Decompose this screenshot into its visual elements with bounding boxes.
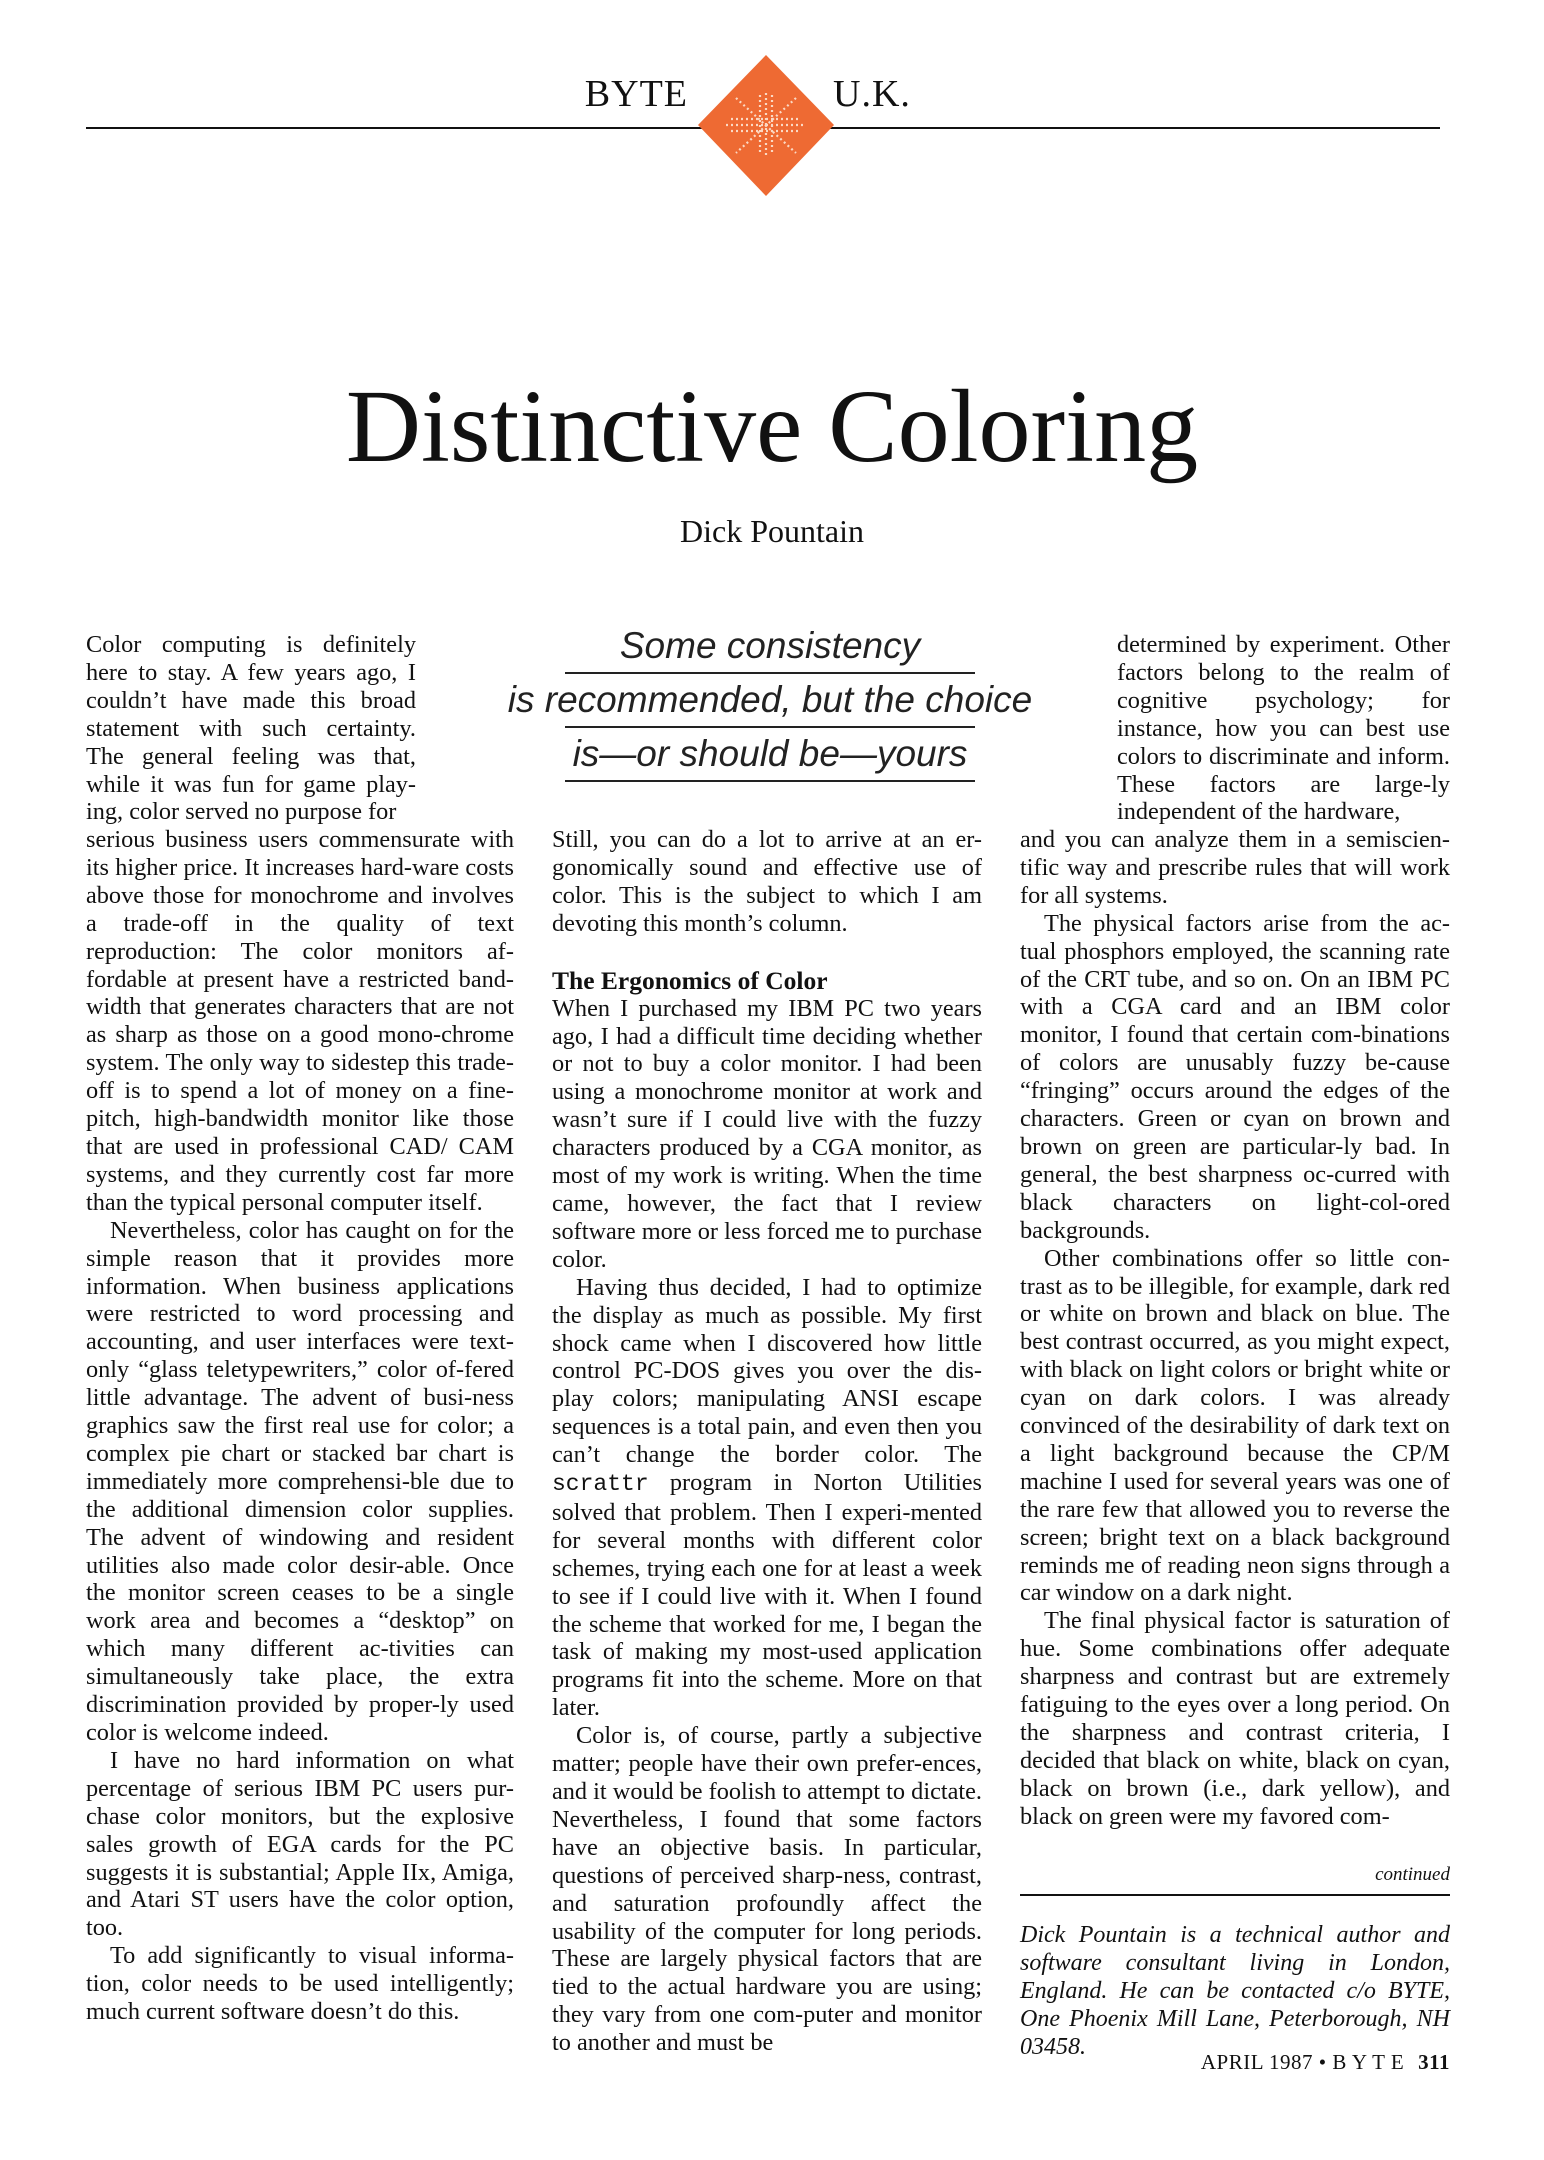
paragraph: Nevertheless, color has caught on for the simple reason that it provides more information. When business applications were restricted to word processing and accounting, and user interfaces were text-only “glass teletypewriters,” color of-fered little advantage. The advent of busi-ness graphics saw the first real use for color; a complex pie chart or stacked bar chart is immediately more comprehensi-ble due to the additional dimension color supplies. The advent of windowing and resident utilities also made color desir-able. Once the monitor screen ceases to be a single work area and becomes a “desktop” on which many different ac-tivities can simultaneously take place, the extra discrimination provided by proper-ly used color is welcome indeed. xyxy=(86,1216,514,1746)
paragraph: When I purchased my IBM PC two years ago, I had a difficult time deciding whether or not to buy a color monitor. I had been using a monochrome monitor at work and wasn’t sure if I could live with the fuzzy characters produced by a CGA monitor, as most of my work is writing. When the time came, however, the fact that I review software more or less forced me to purchase color. xyxy=(552,994,982,1273)
article-title: Distinctive Coloring xyxy=(345,369,1199,484)
column-3-top xyxy=(1117,631,1450,826)
paragraph: Other combinations offer so little con-trast as to be illegible, for example, dark red or white on brown and black on blue. The best contrast occurred, as you might expect, with black on light colors or bright white or cyan on dark colors. I was already convinced of the desirability of dark text on a light background because the CP/M machine I used for several years was one of the rare few that allowed you to reverse the screen; bright text on a black background reminds me of reading neon signs through a car window on a dark night. xyxy=(1020,1244,1450,1607)
column-1 xyxy=(86,826,514,2026)
pull-quote-line: is—or should be—yours xyxy=(572,733,968,774)
column-3 xyxy=(1020,826,1450,1831)
author-bio: Dick Pountain is a technical author and software consultant living in London, England. He can be contacted c/o BYTE, One Phoenix Mill Lane, Peterborough, NH 03458. xyxy=(1020,1922,1450,2060)
paragraph xyxy=(552,1274,982,1723)
paragraph: Color is, of course, partly a subjective matter; people have their own prefer-ences, and it would be foolish to attempt to dictate. Nevertheless, I found that some factors have an objective basis. In particular, questions of perceived sharp-ness, contrast, and saturation profoundly affect the usability of the computer for long periods. These are largely physical factors that are tied to the actual hardware you are using; they vary from one com-puter and monitor to another and must be xyxy=(552,1722,982,2057)
header-right-label: U.K. xyxy=(833,73,911,115)
section-heading: The Ergonomics of Color xyxy=(552,965,828,995)
union-jack-diamond-icon xyxy=(696,53,836,198)
pull-quote-rule xyxy=(565,780,975,782)
text-run: program in Norton Utilities solved that problem. Then I experi-mented for several months with different color schemes, trying each one for at least a week to see if I could live with it. When I found the scheme that worked for me, I began the task of making my most-used application programs fit into the scheme. More on that later. xyxy=(552,1469,982,1722)
issue-label: APRIL 1987 • B Y T E xyxy=(1200,2050,1405,2074)
paragraph: The physical factors arise from the ac-tual phosphors employed, the scanning rate of the CRT tube, and so on. On an IBM PC with a CGA card and an IBM color monitor, I found that certain com-binations of colors are unusably fuzzy be-cause “fringing” occurs around the edges of the characters. Green or cyan on brown and brown on green are particular-ly bad. In general, the best sharpness oc-curred with black characters on light-col-ored backgrounds. xyxy=(1020,909,1450,1244)
paragraph: serious business users commensurate with its higher price. It increases hard-ware costs above those for monochrome and involves a trade-off in the quality of text reproduction: The color monitors af-fordable at present have a restricted band-width that generates characters that are not as sharp as those on a good mono-chrome system. The only way to sidestep this trade-off is to spend a lot of money on a fine-pitch, high-bandwidth monitor like those that are used in professional CAD/ CAM systems, and they currently cost far more than the typical personal computer itself. xyxy=(86,826,514,1216)
paragraph: and you can analyze them in a semiscien-tific way and prescribe rules that will work for all systems. xyxy=(1020,826,1450,909)
pull-quote-line: is recommended, but the choice xyxy=(507,679,1033,720)
text-run: Having thus decided, I had to optimize the display as much as possible. My first shock came when I discovered how little control PC-DOS gives you over the dis-play colors; manipulating ANSI escape sequences is a total pain, and even then you can’t change the border color. The xyxy=(552,1273,982,1469)
paragraph: The final physical factor is saturation of hue. Some combinations offer adequate sharpness and contrast but are extremely fatiguing to the eyes over a long period. On the sharpness and contrast criteria, I decided that black on white, black on cyan, black on brown (i.e., dark yellow), and black on green were my favored com- xyxy=(1020,1607,1450,1830)
column-2 xyxy=(552,826,982,2057)
paragraph: I have no hard information on what percentage of serious IBM PC users pur-chase color monitors, but the explosive sales growth of EGA cards for the PC suggests it is substantial; Apple IIx, Amiga, and Atari ST users have the color option, too. xyxy=(86,1746,514,1942)
column-1-top xyxy=(86,631,416,826)
paragraph: Color computing is definitely here to stay. A few years ago, I couldn’t have made this broad statement with such certainty. The general feeling was that, while it was fun for game play-ing, color served no purpose for xyxy=(86,631,416,826)
header-left-label: BYTE xyxy=(584,73,688,115)
paragraph: Still, you can do a lot to arrive at an er-gonomically sound and effective use of color. This is the subject to which I am devoting this month’s column. xyxy=(552,826,982,937)
paragraph: To add significantly to visual informa-tion, color needs to be used intelligently; much current software doesn’t do this. xyxy=(86,1942,514,2026)
page-number: 311 xyxy=(1418,2050,1450,2074)
code-term: scrattr xyxy=(552,1471,649,1498)
continued-label: continued xyxy=(1375,1864,1450,1885)
pull-quote-line: Some consistency xyxy=(619,625,921,666)
byline: Dick Pountain xyxy=(680,513,864,549)
paragraph: determined by experiment. Other factors belong to the realm of cognitive psychology; for instance, how you can best use colors to discriminate and inform. These factors are large-ly independent of the hardware, xyxy=(1117,631,1450,826)
page-footer xyxy=(1201,2050,1450,2075)
bio-rule xyxy=(1020,1894,1450,1896)
pull-quote xyxy=(470,620,1070,782)
